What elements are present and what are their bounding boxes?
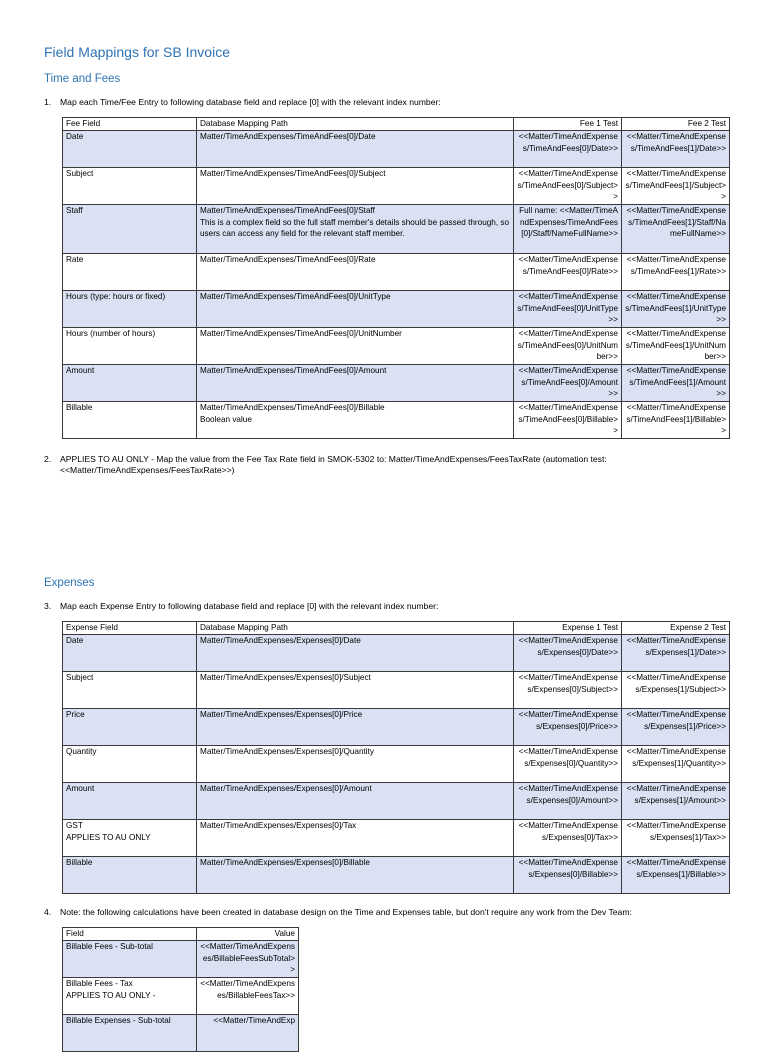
instruction-2-text: APPLIES TO AU ONLY - Map the value from the Fee Tax Rate field in SMOK-5302 to: Matter/TimeAndExpenses/FeesTaxRate (automation test:	[60, 454, 607, 464]
table-row	[63, 168, 730, 205]
header-field: Field	[63, 928, 197, 941]
instruction-1-number: 1.	[44, 97, 52, 107]
cell-test-2: <<Matter/TimeAndExpenses/TimeAndFees[1]/Staff/NameFullName>>	[622, 205, 730, 254]
cell-test-1: <<Matter/TimeAndExpenses/Expenses[0]/Subject>>	[514, 672, 622, 709]
table-row	[63, 820, 730, 857]
header-expense-field: Expense Field	[63, 622, 197, 635]
cell-mapping-path: Matter/TimeAndExpenses/TimeAndFees[0]/Amount	[197, 365, 514, 402]
cell-test-1: <<Matter/TimeAndExpenses/TimeAndFees[0]/Rate>>	[514, 254, 622, 291]
cell-test-1: <<Matter/TimeAndExpenses/TimeAndFees[0]/UnitType>>	[514, 291, 622, 328]
cell-field: Billable	[63, 402, 197, 439]
cell-test-2: <<Matter/TimeAndExpenses/Expenses[1]/Date>>	[622, 635, 730, 672]
cell-test-1: <<Matter/TimeAndExpenses/Expenses[0]/Amount>>	[514, 783, 622, 820]
cell-test-2: <<Matter/TimeAndExpenses/TimeAndFees[1]/Amount>>	[622, 365, 730, 402]
cell-field: Subject	[63, 168, 197, 205]
table-row	[63, 783, 730, 820]
table-header-row	[63, 928, 299, 941]
cell-field: Billable Expenses - Sub-total	[63, 1015, 197, 1052]
cell-field: Quantity	[63, 746, 197, 783]
cell-field: Date	[63, 635, 197, 672]
cell-test-1: <<Matter/TimeAndExpenses/Expenses[0]/Date>>	[514, 635, 622, 672]
header-expense-1-test: Expense 1 Test	[514, 622, 622, 635]
section-heading-time-and-fees: Time and Fees	[44, 73, 121, 85]
cell-mapping-path: Matter/TimeAndExpenses/Expenses[0]/Amount	[197, 783, 514, 820]
cell-field: Amount	[63, 783, 197, 820]
table-row	[63, 205, 730, 254]
cell-test-1: <<Matter/TimeAndExpenses/Expenses[0]/Tax>>	[514, 820, 622, 857]
cell-mapping-path: Matter/TimeAndExpenses/Expenses[0]/Tax	[197, 820, 514, 857]
cell-mapping-path: Matter/TimeAndExpenses/TimeAndFees[0]/UnitType	[197, 291, 514, 328]
cell-test-2: <<Matter/TimeAndExpenses/TimeAndFees[1]/Date>>	[622, 131, 730, 168]
cell-mapping-path: Matter/TimeAndExpenses/Expenses[0]/Price	[197, 709, 514, 746]
instruction-2	[44, 454, 734, 476]
cell-test-2: <<Matter/TimeAndExpenses/TimeAndFees[1]/UnitType>>	[622, 291, 730, 328]
cell-field: Subject	[63, 672, 197, 709]
table-row	[63, 857, 730, 894]
instruction-2-number: 2.	[44, 454, 52, 464]
instruction-4	[44, 907, 734, 918]
cell-test-1: <<Matter/TimeAndExpenses/TimeAndFees[0]/Subject>>	[514, 168, 622, 205]
cell-mapping-path: Matter/TimeAndExpenses/TimeAndFees[0]/UnitNumber	[197, 328, 514, 365]
cell-mapping-path: Matter/TimeAndExpenses/Expenses[0]/Billable	[197, 857, 514, 894]
cell-mapping-path: Matter/TimeAndExpenses/Expenses[0]/Quantity	[197, 746, 514, 783]
cell-value: <<Matter/TimeAndExp	[197, 1015, 299, 1052]
cell-field: Date	[63, 131, 197, 168]
table-row	[63, 402, 730, 439]
instruction-3-number: 3.	[44, 601, 52, 611]
cell-test-2: <<Matter/TimeAndExpenses/TimeAndFees[1]/Rate>>	[622, 254, 730, 291]
cell-mapping-path: Matter/TimeAndExpenses/TimeAndFees[0]/Billable Boolean value	[197, 402, 514, 439]
cell-test-2: <<Matter/TimeAndExpenses/Expenses[1]/Amount>>	[622, 783, 730, 820]
cell-field: Hours (type: hours or fixed)	[63, 291, 197, 328]
cell-test-2: <<Matter/TimeAndExpenses/TimeAndFees[1]/UnitNumber>>	[622, 328, 730, 365]
table-row	[63, 291, 730, 328]
instruction-1	[44, 97, 734, 108]
instruction-3	[44, 601, 734, 612]
cell-field: GST APPLIES TO AU ONLY	[63, 820, 197, 857]
cell-field: Price	[63, 709, 197, 746]
header-value: Value	[197, 928, 299, 941]
instruction-2-text-cont: <<Matter/TimeAndExpenses/FeesTaxRate>>)	[60, 465, 235, 475]
table-row	[63, 365, 730, 402]
expenses-mapping-table	[62, 621, 730, 894]
header-expense-2-test: Expense 2 Test	[622, 622, 730, 635]
table-row	[63, 941, 299, 978]
cell-field: Hours (number of hours)	[63, 328, 197, 365]
header-fee-2-test: Fee 2 Test	[622, 118, 730, 131]
cell-test-1: <<Matter/TimeAndExpenses/Expenses[0]/Price>>	[514, 709, 622, 746]
header-fee-field: Fee Field	[63, 118, 197, 131]
cell-value: <<Matter/TimeAndExpenses/BillableFeesSubTotal>>	[197, 941, 299, 978]
cell-field: Rate	[63, 254, 197, 291]
section-heading-expenses: Expenses	[44, 577, 95, 589]
fees-mapping-table	[62, 117, 730, 439]
cell-test-2: <<Matter/TimeAndExpenses/Expenses[1]/Tax>>	[622, 820, 730, 857]
cell-test-1: <<Matter/TimeAndExpenses/Expenses[0]/Quantity>>	[514, 746, 622, 783]
cell-test-1: Full name: <<Matter/TimeAndExpenses/TimeAndFees[0]/Staff/NameFullName>>	[514, 205, 622, 254]
cell-field: Billable Fees - Sub-total	[63, 941, 197, 978]
cell-mapping-path: Matter/TimeAndExpenses/TimeAndFees[0]/Date	[197, 131, 514, 168]
cell-test-2: <<Matter/TimeAndExpenses/Expenses[1]/Billable>>	[622, 857, 730, 894]
cell-value: <<Matter/TimeAndExpenses/BillableFeesTax>>	[197, 978, 299, 1015]
instruction-4-text: Note: the following calculations have been created in database design on the Time and Expenses table, but don't require any work from the Dev Team:	[60, 907, 632, 917]
cell-test-1: <<Matter/TimeAndExpenses/TimeAndFees[0]/Date>>	[514, 131, 622, 168]
table-row	[63, 746, 730, 783]
header-database-mapping-path: Database Mapping Path	[197, 118, 514, 131]
cell-test-2: <<Matter/TimeAndExpenses/TimeAndFees[1]/Billable>>	[622, 402, 730, 439]
cell-field: Billable Fees - Tax APPLIES TO AU ONLY -	[63, 978, 197, 1015]
instruction-3-text: Map each Expense Entry to following database field and replace [0] with the relevant index number:	[60, 601, 439, 611]
cell-test-1: <<Matter/TimeAndExpenses/TimeAndFees[0]/Amount>>	[514, 365, 622, 402]
cell-test-2: <<Matter/TimeAndExpenses/Expenses[1]/Quantity>>	[622, 746, 730, 783]
cell-mapping-path: Matter/TimeAndExpenses/TimeAndFees[0]/Rate	[197, 254, 514, 291]
table-row	[63, 635, 730, 672]
cell-mapping-path: Matter/TimeAndExpenses/Expenses[0]/Date	[197, 635, 514, 672]
cell-field: Staff	[63, 205, 197, 254]
table-row	[63, 672, 730, 709]
cell-mapping-path: Matter/TimeAndExpenses/TimeAndFees[0]/Subject	[197, 168, 514, 205]
calculations-table	[62, 927, 299, 1052]
cell-field: Billable	[63, 857, 197, 894]
table-header-row	[63, 622, 730, 635]
cell-test-1: <<Matter/TimeAndExpenses/Expenses[0]/Billable>>	[514, 857, 622, 894]
table-row	[63, 1015, 299, 1052]
instruction-1-text: Map each Time/Fee Entry to following database field and replace [0] with the relevant index number:	[60, 97, 441, 107]
cell-test-2: <<Matter/TimeAndExpenses/Expenses[1]/Price>>	[622, 709, 730, 746]
cell-test-1: <<Matter/TimeAndExpenses/TimeAndFees[0]/UnitNumber>>	[514, 328, 622, 365]
table-row	[63, 131, 730, 168]
document-title: Field Mappings for SB Invoice	[44, 44, 230, 60]
cell-mapping-path: Matter/TimeAndExpenses/Expenses[0]/Subject	[197, 672, 514, 709]
header-fee-1-test: Fee 1 Test	[514, 118, 622, 131]
header-database-mapping-path: Database Mapping Path	[197, 622, 514, 635]
table-row	[63, 709, 730, 746]
cell-mapping-path: Matter/TimeAndExpenses/TimeAndFees[0]/Staff This is a complex field so the full staff member's details should be passed through, so users can access any field for the relevant staff member.	[197, 205, 514, 254]
cell-field: Amount	[63, 365, 197, 402]
table-row	[63, 254, 730, 291]
cell-test-2: <<Matter/TimeAndExpenses/Expenses[1]/Subject>>	[622, 672, 730, 709]
cell-test-1: <<Matter/TimeAndExpenses/TimeAndFees[0]/Billable>>	[514, 402, 622, 439]
table-row	[63, 328, 730, 365]
cell-test-2: <<Matter/TimeAndExpenses/TimeAndFees[1]/Subject>>	[622, 168, 730, 205]
table-header-row	[63, 118, 730, 131]
table-row	[63, 978, 299, 1015]
instruction-4-number: 4.	[44, 907, 52, 917]
